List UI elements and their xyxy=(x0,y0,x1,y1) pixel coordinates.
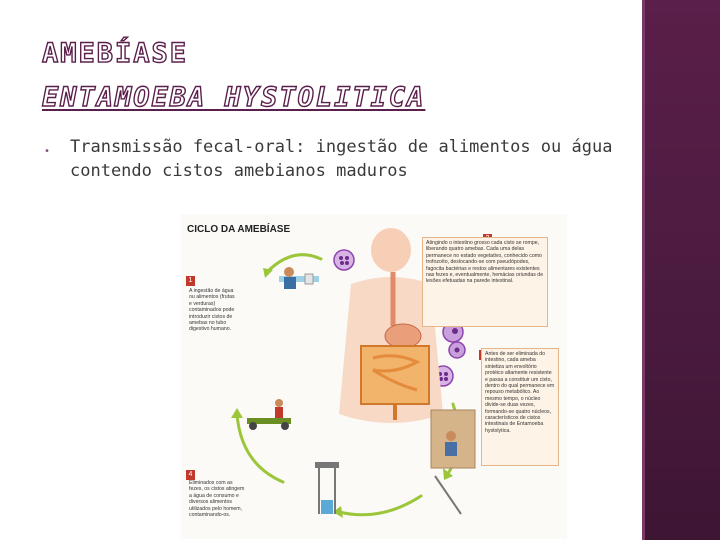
bullet-icon: • xyxy=(44,146,51,157)
cycle-arrow-top xyxy=(267,255,321,272)
cycle-arrow-bottom xyxy=(339,496,421,515)
arrowhead-left xyxy=(231,408,243,418)
step-2-caption: Atingindo o intestino grosso cada cisto se rompe, liberando quatro amebas. Cada uma delas permanece no estado vegetativo, conhecido como trofozoíto, deslocando-se com pseudópodes, fagocita bactérias e restos alimentares existentes nas fezes e, eventualmente, hemácias oriundas de lesões efetuadas na parede intestinal. xyxy=(422,237,548,327)
figure-title: CICLO DA AMEBÍASE xyxy=(187,224,291,235)
person-drinking-illustration xyxy=(279,267,319,289)
step-1-caption: A ingestão de água ou alimentos (frutas e verduras) contaminados pode introduzir cistos de amebas no tubo digestivo humano. xyxy=(189,288,235,333)
farmer-illustration xyxy=(247,399,291,430)
slide-title: AMEBÍASE xyxy=(42,38,189,69)
step-badge-4: 4 xyxy=(186,470,195,480)
amebiasis-cycle-figure xyxy=(181,214,567,539)
bullet-text: Transmissão fecal-oral: ingestão de alimentos ou água contendo cistos amebianos maduros xyxy=(70,137,613,181)
step-badge-1: 1 xyxy=(186,276,195,286)
step-4-caption: Eliminados com as fezes, os cistos atingem a água de consumo e diversos alimentos utilizados pelo homem, contaminando-os. xyxy=(189,480,245,519)
trophozoites xyxy=(443,322,465,358)
decorative-side-panel xyxy=(642,0,720,540)
cyst-top xyxy=(334,250,354,270)
cycle-arrow-left xyxy=(237,414,283,482)
step-3-caption: Antes de ser eliminada do intestino, cada ameba sintetiza um envoltório protéico altamente resistente e passa a constituir um cisto, dentro do qual permanece em repouso metabólico. Ao mesmo tempo, o núcleo divide-se duas vezes, formando-se quatro núcleos, característicos de cistos intestinais de Entamoeba hystolytica. xyxy=(481,348,559,466)
latrine-illustration xyxy=(431,410,475,514)
water-well-illustration xyxy=(315,462,339,514)
side-panel-edge xyxy=(642,0,645,540)
slide-subtitle: ENTAMOEBA HYSTOLITICA xyxy=(42,82,426,113)
